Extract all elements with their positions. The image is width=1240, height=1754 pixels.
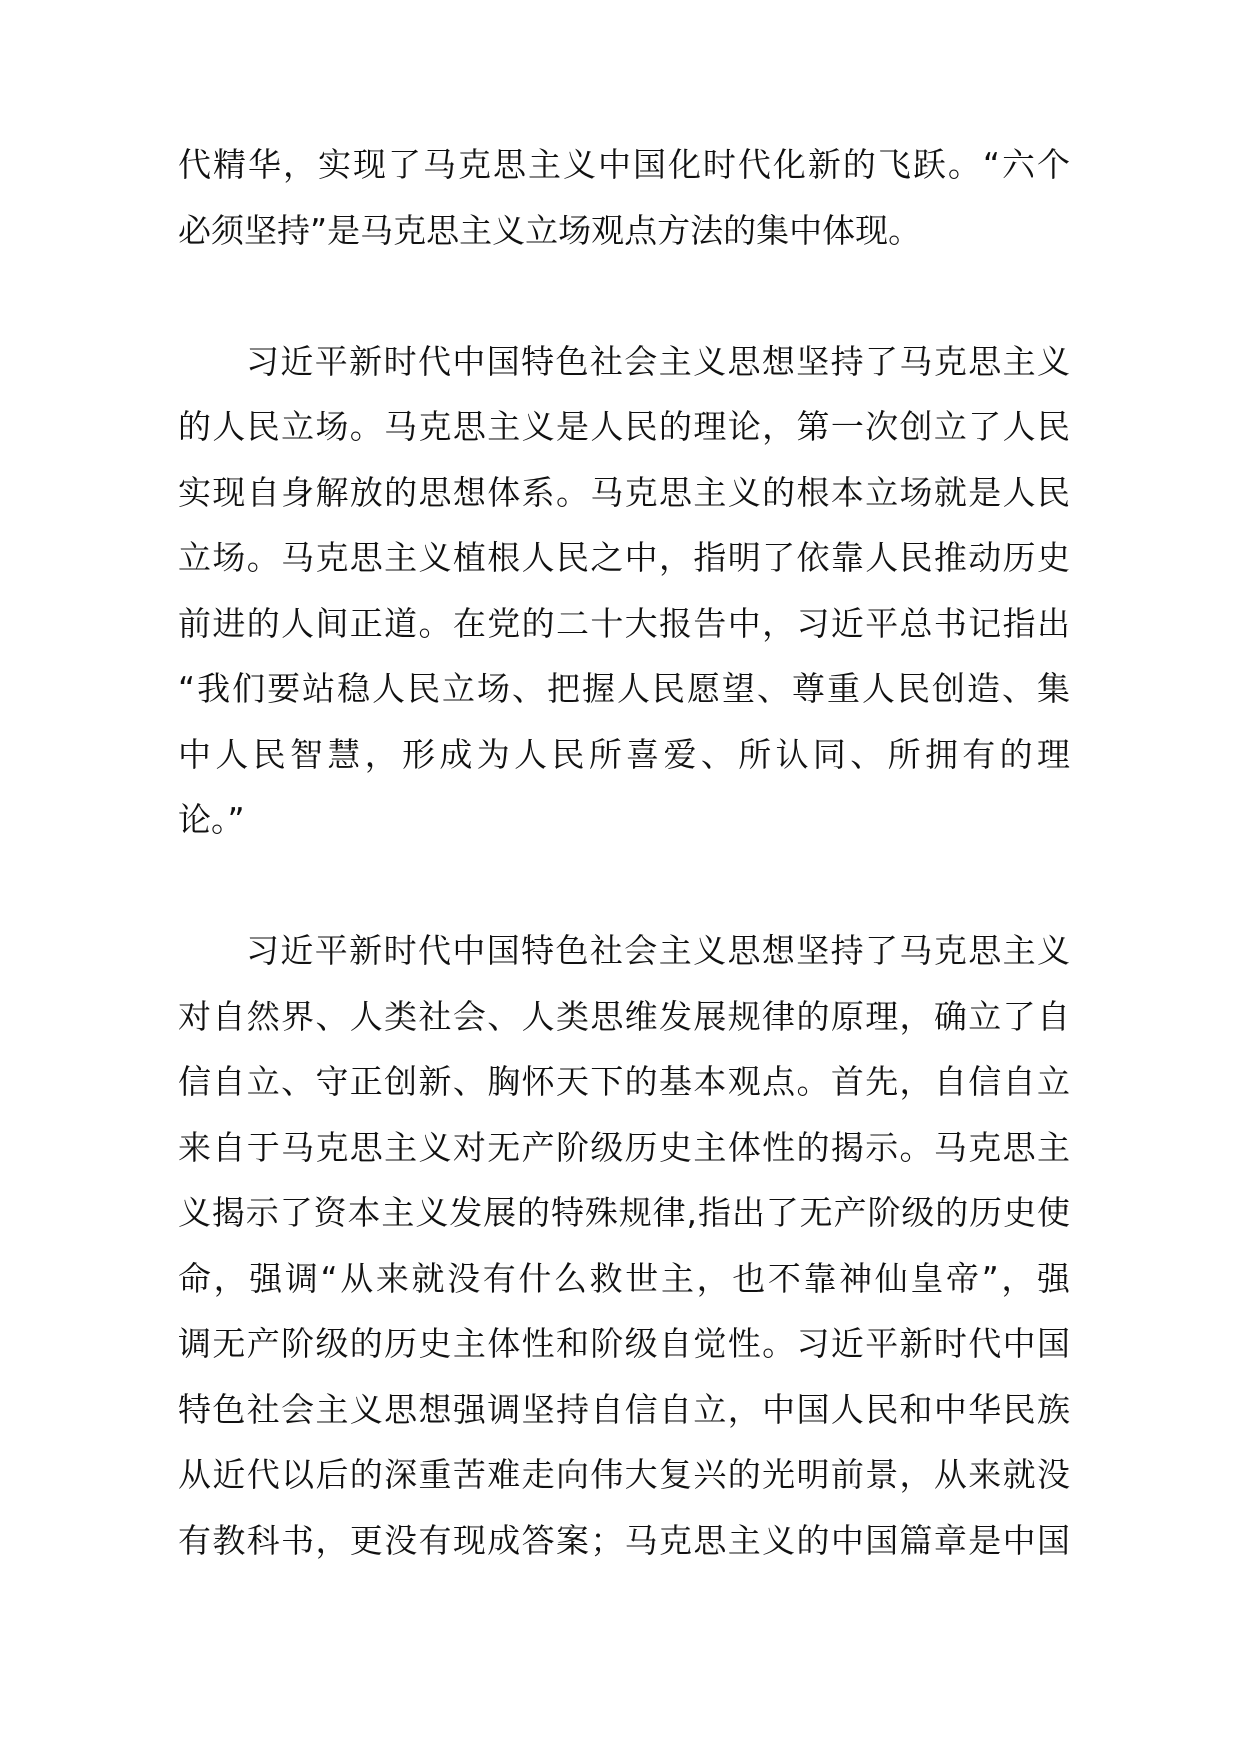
paragraph-gap xyxy=(178,853,1070,919)
text-line: 有教科书，更没有现成答案；马克思主义的中国篇章是中国 xyxy=(178,1520,1070,1560)
text-line: 习近平新时代中国特色社会主义思想坚持了马克思主义 xyxy=(246,931,1070,970)
text-line: 命，强调“从来就没有什么救世主，也不靠神仙皇帝”，强 xyxy=(178,1258,1070,1298)
text-line: 从近代以后的深重苦难走向伟大复兴的光明前景，从来就没 xyxy=(178,1455,1070,1494)
text-line: 代精华，实现了马克思主义中国化时代化新的飞跃。“六个 xyxy=(178,145,1070,184)
paragraph-gap xyxy=(178,263,1070,329)
text-line: 前进的人间正道。在党的二十大报告中，习近平总书记指出 xyxy=(178,603,1070,643)
paragraph-1 xyxy=(178,132,1070,263)
text-line: 特色社会主义思想强调坚持自信自立，中国人民和中华民族 xyxy=(178,1389,1070,1429)
text-line: 立场。马克思主义植根人民之中，指明了依靠人民推动历史 xyxy=(178,538,1070,577)
paragraph-3 xyxy=(178,918,1070,1573)
paragraph-2 xyxy=(178,329,1070,853)
text-line: 论。” xyxy=(178,800,245,839)
text-line: 对自然界、人类社会、人类思维发展规律的原理，确立了自 xyxy=(178,996,1070,1036)
text-line: 调无产阶级的历史主体性和阶级自觉性。习近平新时代中国 xyxy=(178,1324,1070,1363)
text-line: 中人民智慧，形成为人民所喜爱、所认同、所拥有的理 xyxy=(178,734,1070,774)
text-line: “我们要站稳人民立场、把握人民愿望、尊重人民创造、集 xyxy=(178,669,1070,708)
text-line: 来自于马克思主义对无产阶级历史主体性的揭示。马克思主 xyxy=(178,1127,1070,1167)
text-line: 必须坚持”是马克思主义立场观点方法的集中体现。 xyxy=(178,210,922,250)
text-line: 习近平新时代中国特色社会主义思想坚持了马克思主义 xyxy=(246,341,1070,381)
text-line: 的人民立场。马克思主义是人民的理论，第一次创立了人民 xyxy=(178,407,1070,446)
text-line: 实现自身解放的思想体系。马克思主义的根本立场就是人民 xyxy=(178,472,1070,512)
text-line: 信自立、守正创新、胸怀天下的基本观点。首先，自信自立 xyxy=(178,1062,1070,1101)
document-page xyxy=(178,132,1070,1573)
text-line: 义揭示了资本主义发展的特殊规律,指出了无产阶级的历史使 xyxy=(178,1193,1070,1232)
